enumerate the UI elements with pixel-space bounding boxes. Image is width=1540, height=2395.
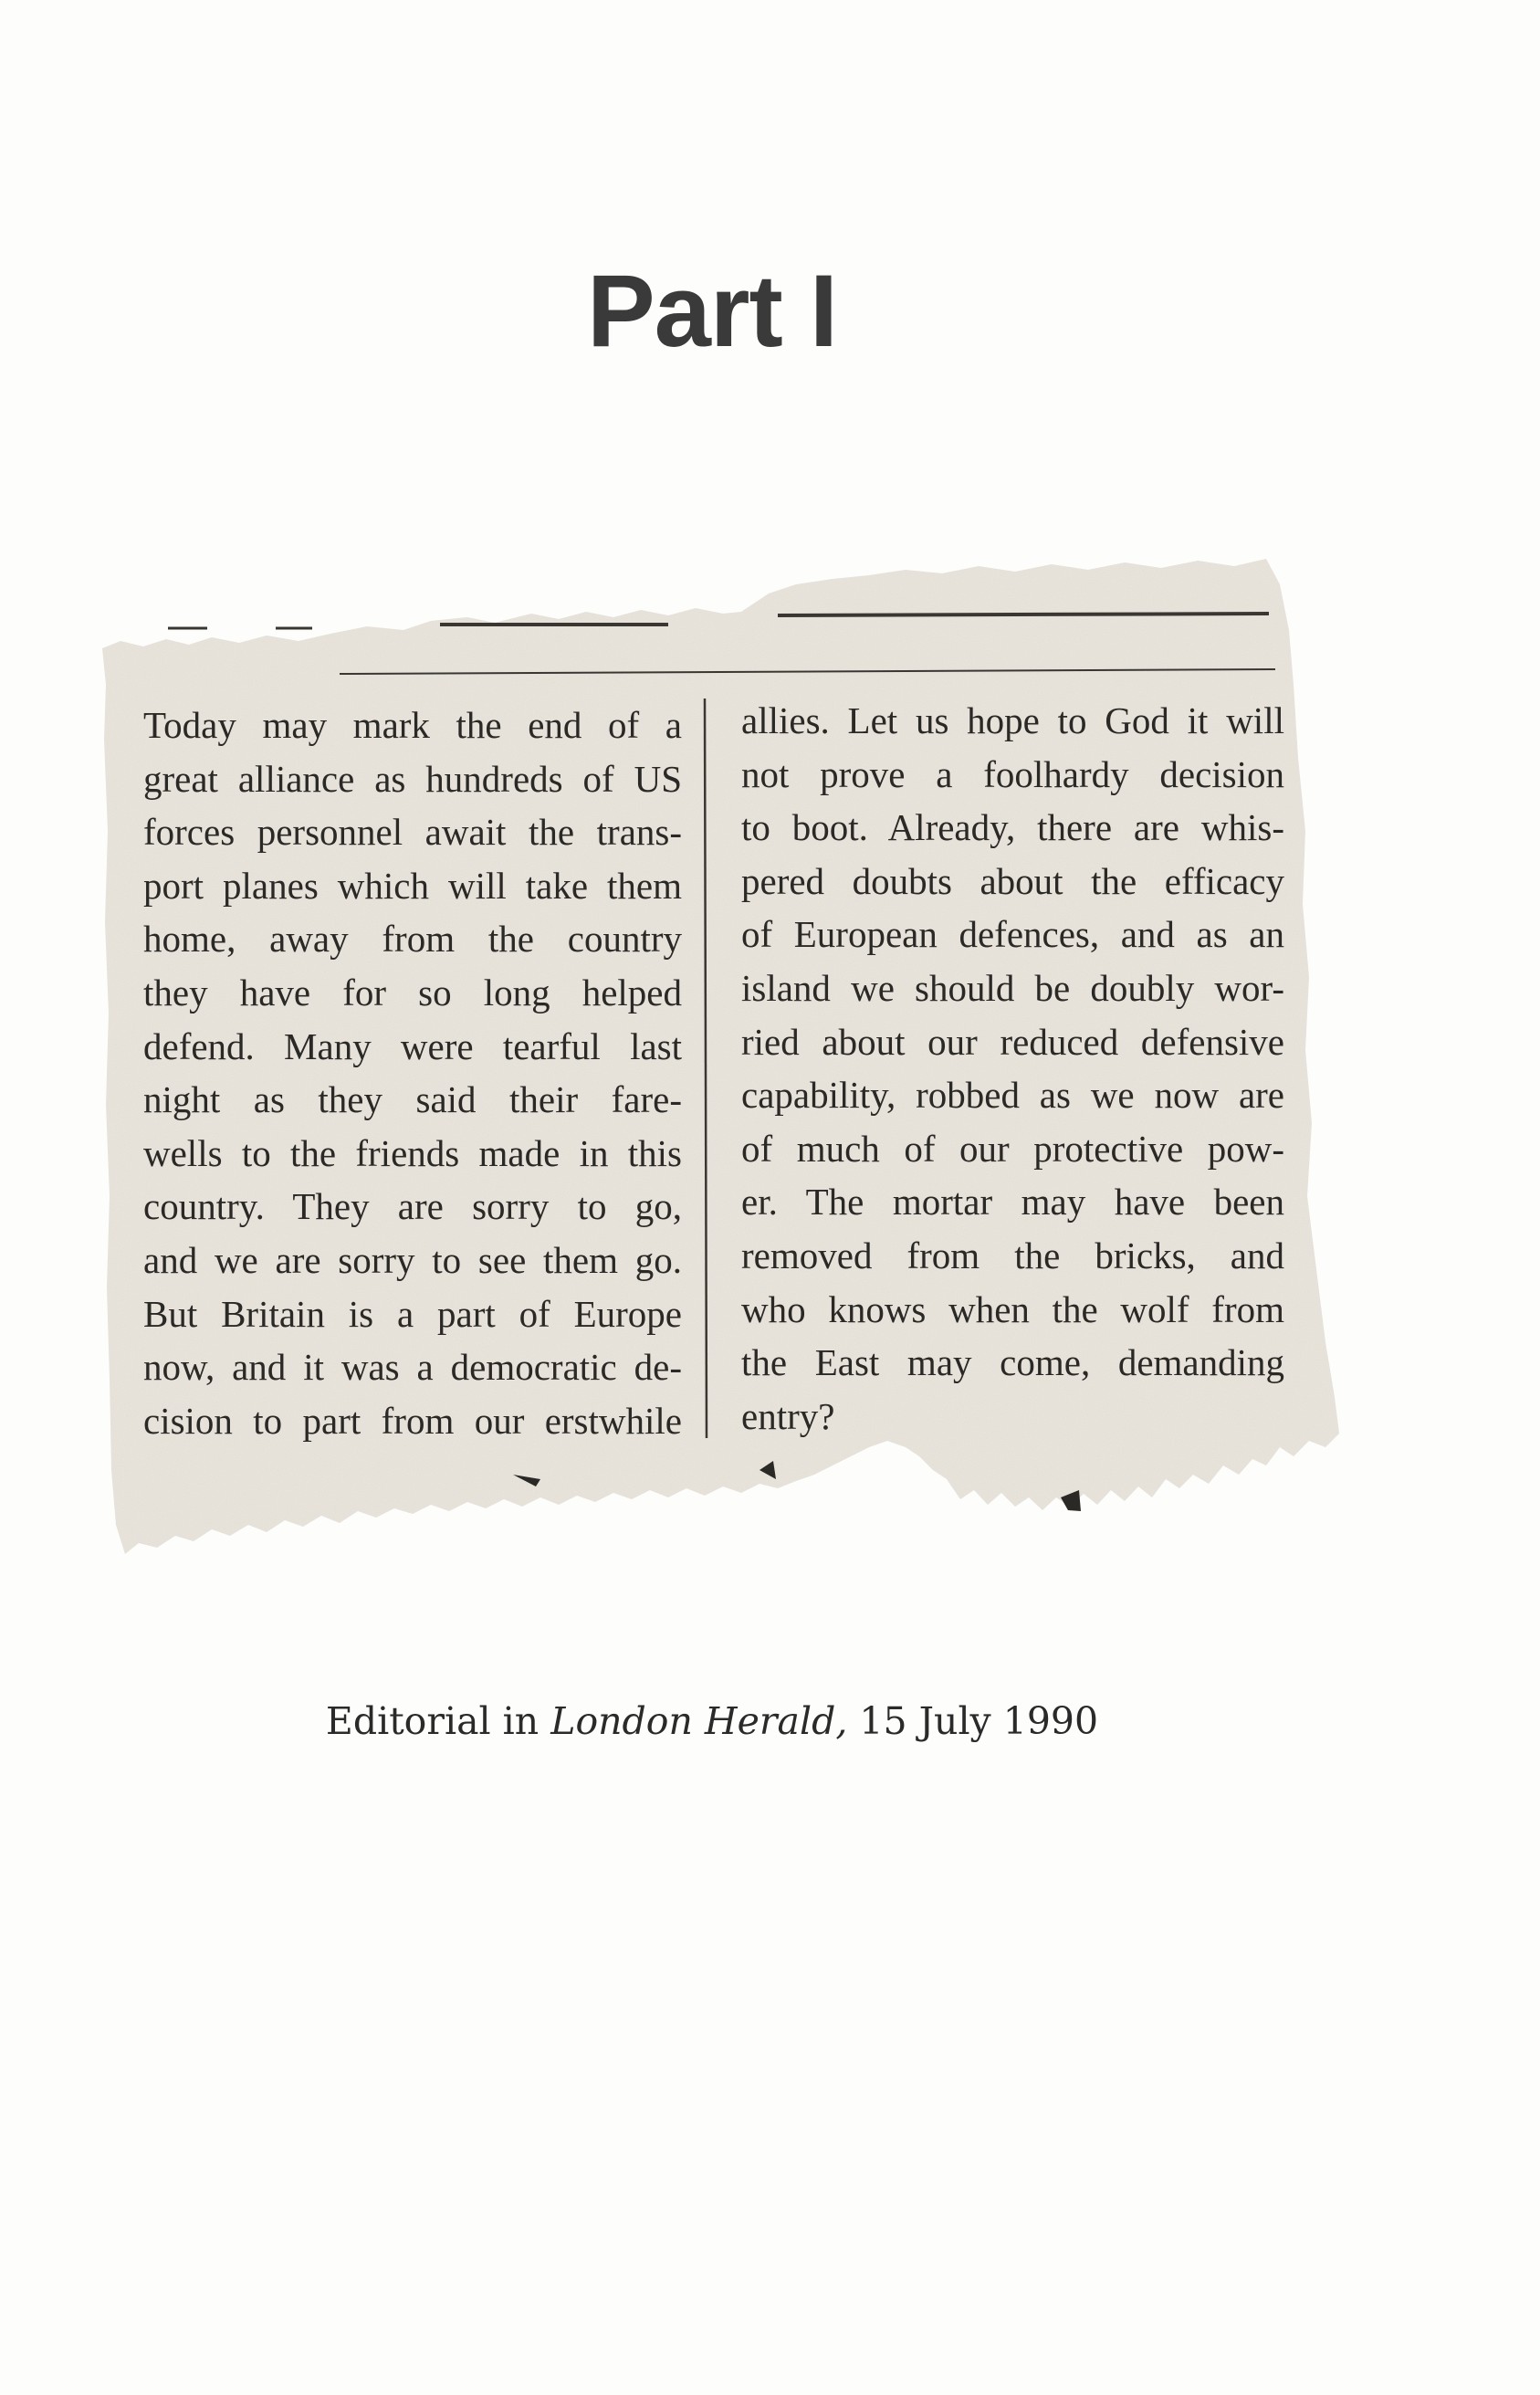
clipping-text-line: the East may come, demanding [741,1341,1284,1384]
caption-date: 15 July 1990 [847,1699,1099,1743]
clipping-text-line: and we are sorry to see them go. [143,1238,682,1281]
clipping-text-line: to boot. Already, there are whis- [741,806,1284,849]
clipping-text-line: pered doubts about the efficacy [741,859,1284,902]
clipping-text-line: they have for so long helped [143,971,682,1014]
clipping-caption [0,1699,1424,1743]
clipping-text-line: port planes which will take them [143,864,682,907]
clipping-text-line: now, and it was a democratic de- [143,1346,682,1389]
clipping-text-line: removed from the bricks, and [741,1234,1284,1276]
clipping-text-line: night as they said their fare- [143,1078,682,1121]
clipping-text-line: allies. Let us hope to God it will [741,699,1284,741]
clipping-text-line: defend. Many were tearful last [143,1024,682,1067]
clipping-text-line: cision to part from our erstwhile [143,1399,682,1442]
caption-prefix: Editorial in [325,1699,551,1743]
newspaper-clipping [102,557,1353,1570]
clipping-text-line: But Britain is a part of Europe [143,1292,682,1335]
clipping-text-line: Today may mark the end of a [143,704,682,746]
caption-publication: London Herald, [550,1699,848,1743]
clipping-text-line: who knows when the wolf from [741,1287,1284,1330]
clipping-left-column [143,699,682,1447]
clipping-text-line: ried about our reduced defensive [741,1020,1284,1063]
clipping-text-line: island we should be doubly wor- [741,966,1284,1009]
clipping-text-line: entry? [741,1394,835,1437]
clipping-text-line: er. The mortar may have been [741,1181,1284,1224]
clipping-text-line: of European defences, and as an [741,913,1284,956]
clipping-text-line: home, away from the country [143,918,682,961]
clipping-right-column [741,694,1284,1443]
part-title: Part I [586,254,838,368]
clipping-text-line: wells to the friends made in this [143,1131,682,1174]
clipping-text-line: capability, robbed as we now are [741,1074,1284,1117]
clipping-text-line: of much of our protective pow- [741,1127,1284,1170]
clipping-text-line: great alliance as hundreds of US [143,757,682,800]
clipping-text-line: forces personnel await the trans- [143,811,682,854]
clipping-text-line: country. They are sorry to go, [143,1185,682,1228]
clipping-text-line: not prove a foolhardy decision [741,752,1284,795]
